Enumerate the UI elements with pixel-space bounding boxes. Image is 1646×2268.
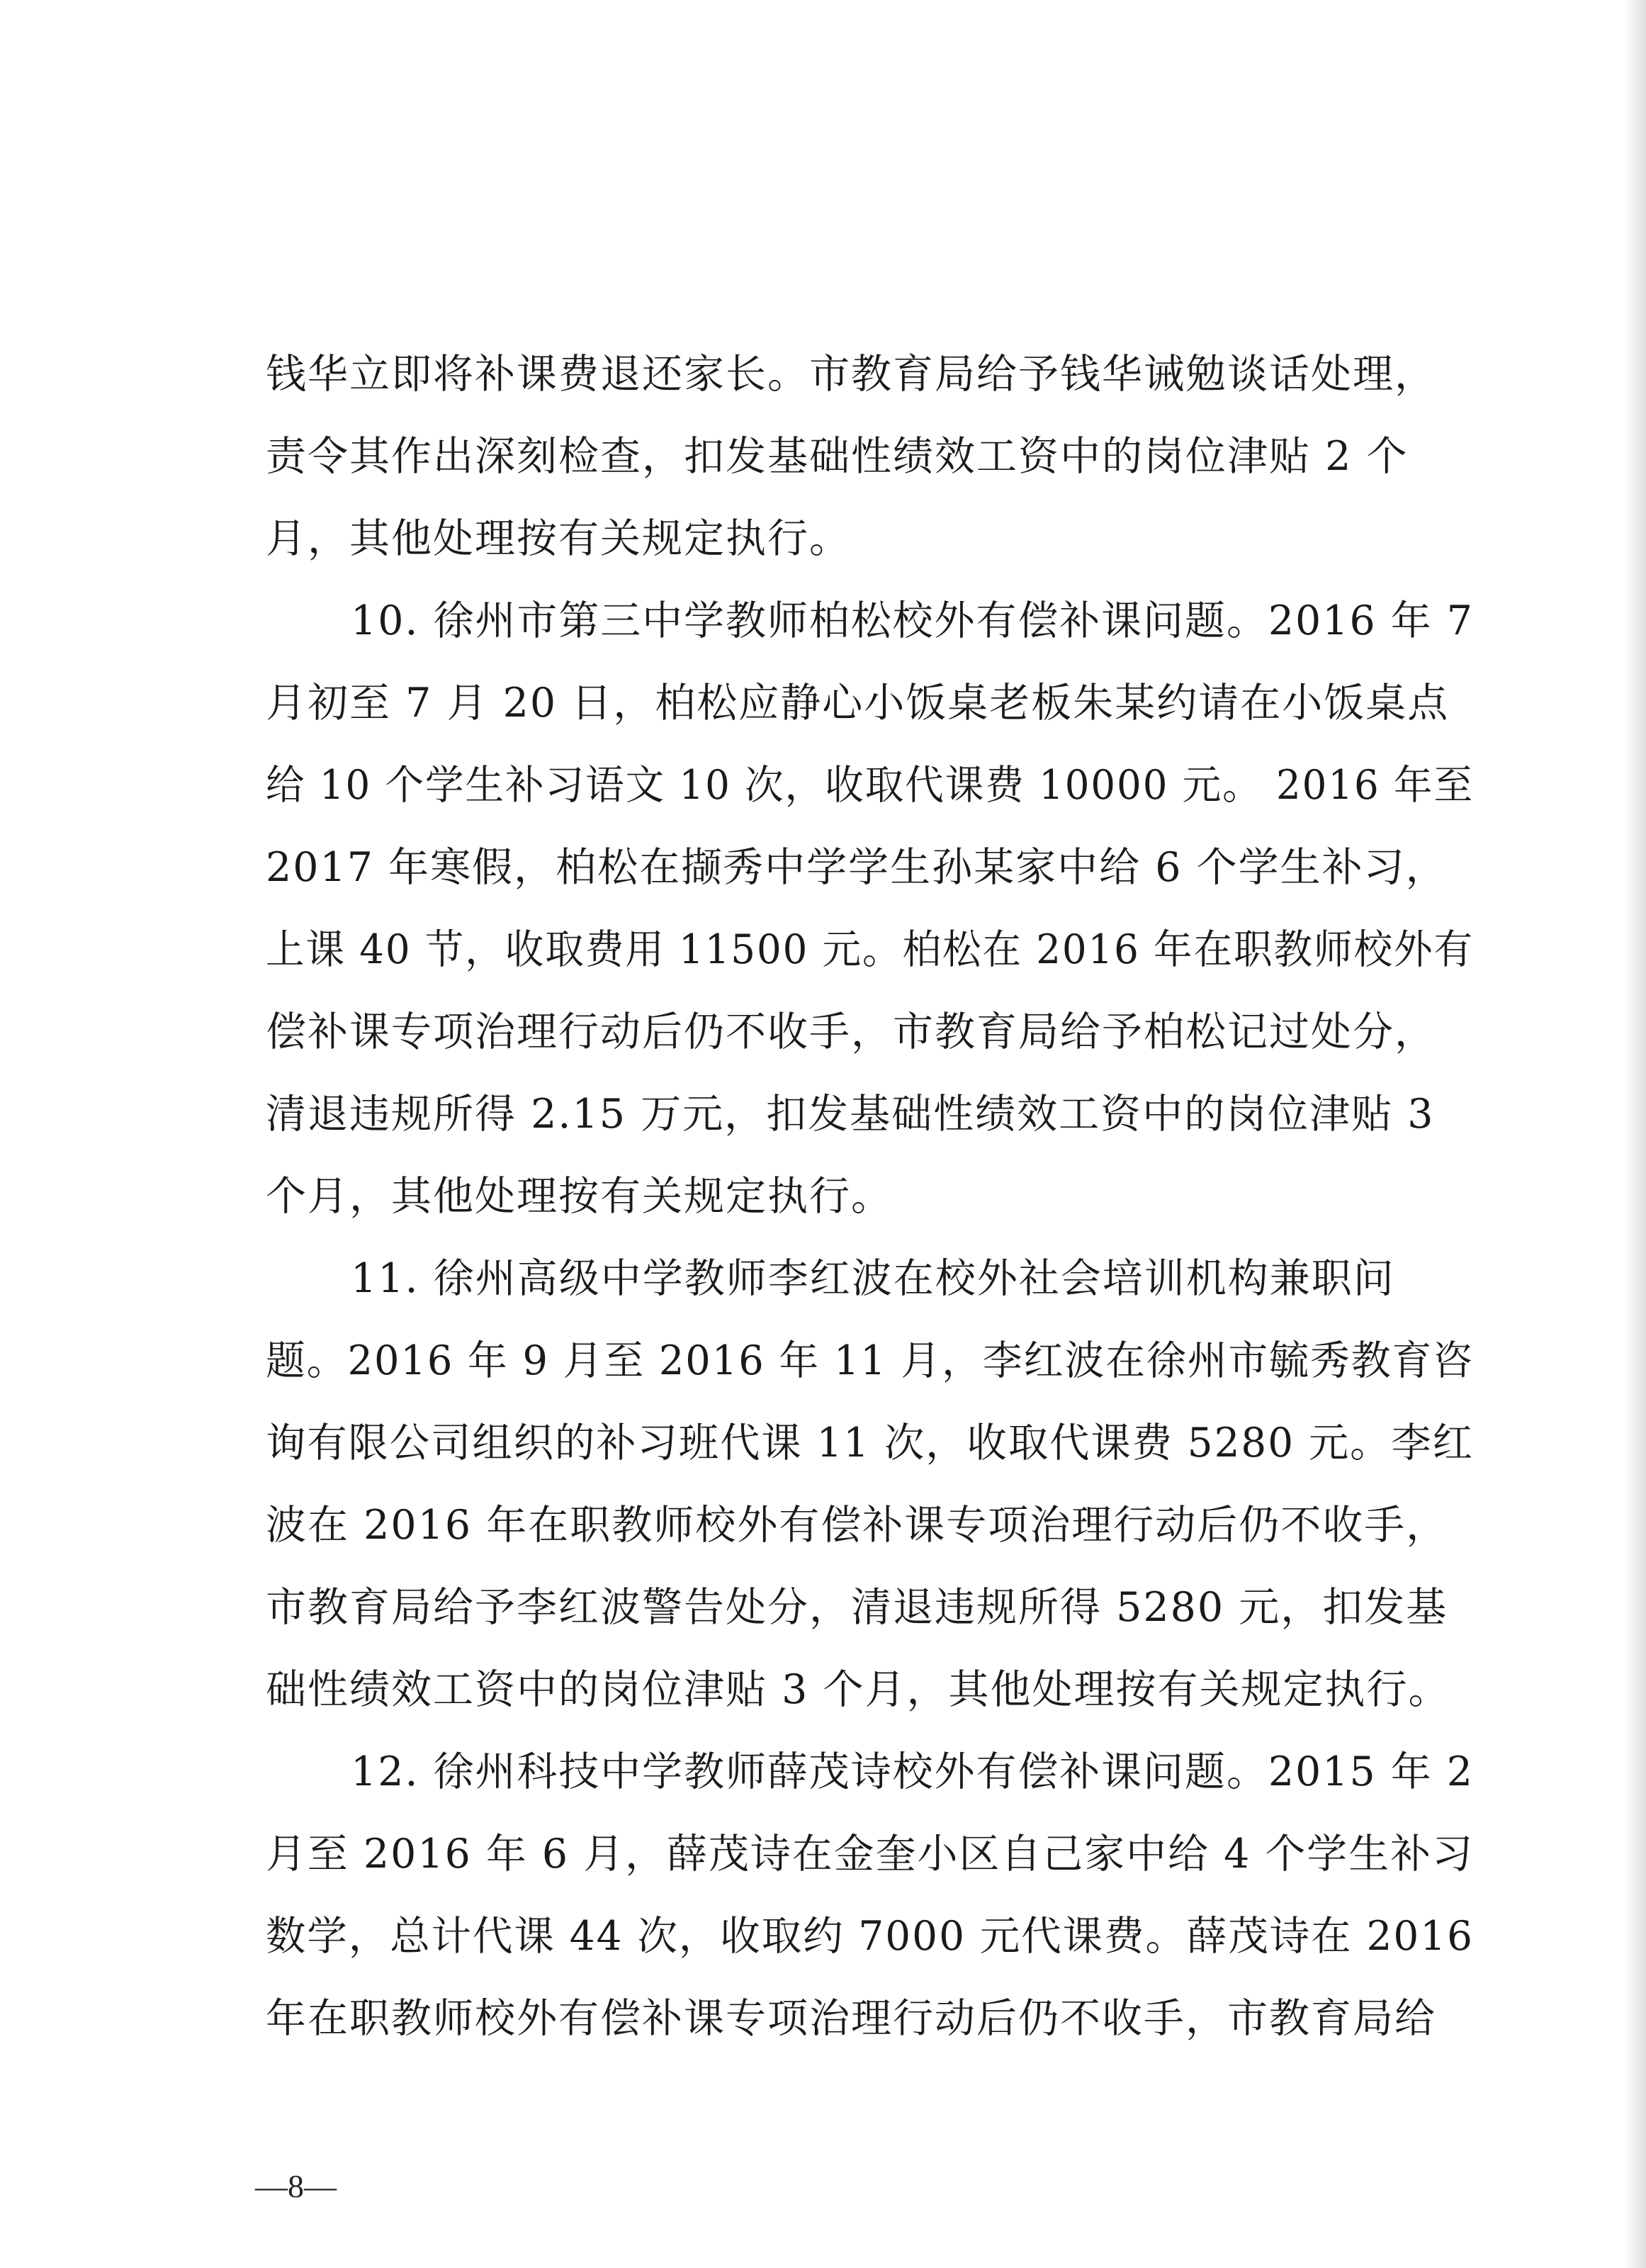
text-line: 题。2016 年 9 月至 2016 年 11 月，李红波在徐州市毓秀教育咨	[266, 1337, 1474, 1384]
text-line: 个月，其他处理按有关规定执行。	[266, 1173, 893, 1220]
text-line: 年在职教师校外有偿补课专项治理行动后仍不收手，市教育局给	[266, 1995, 1436, 2042]
text-line: 清退违规所得 2.15 万元，扣发基础性绩效工资中的岗位津贴 3	[266, 1091, 1435, 1138]
text-line: 钱华立即将补课费退还家长。市教育局给予钱华诫勉谈话处理，	[266, 351, 1436, 398]
text-line: 12. 徐州科技中学教师薛茂诗校外有偿补课问题。2015 年 2	[351, 1748, 1474, 1795]
text-line: 偿补课专项治理行动后仍不收手，市教育局给予柏松记过处分，	[266, 1009, 1436, 1055]
text-line: 市教育局给予李红波警告处分，清退违规所得 5280 元，扣发基	[266, 1584, 1448, 1631]
scan-page-edge	[1625, 0, 1646, 2268]
text-line: 波在 2016 年在职教师校外有偿补课专项治理行动后仍不收手，	[266, 1502, 1448, 1549]
text-line: 数学，总计代课 44 次，收取约 7000 元代课费。薛茂诗在 2016	[266, 1913, 1474, 1960]
text-line: 给 10 个学生补习语文 10 次，收取代课费 10000 元。 2016 年至	[266, 762, 1474, 809]
text-line: 11. 徐州高级中学教师李红波在校外社会培训机构兼职问	[351, 1255, 1395, 1302]
text-line: 询有限公司组织的补习班代课 11 次，收取代课费 5280 元。李红	[266, 1420, 1474, 1466]
text-line: 月，其他处理按有关规定执行。	[266, 515, 851, 562]
text-line: 责令其作出深刻检查，扣发基础性绩效工资中的岗位津贴 2 个	[266, 433, 1409, 480]
text-line: 础性绩效工资中的岗位津贴 3 个月，其他处理按有关规定执行。	[266, 1666, 1450, 1713]
page-number: —8—	[255, 2168, 337, 2204]
text-line: 10. 徐州市第三中学教师柏松校外有偿补课问题。2016 年 7	[351, 597, 1474, 644]
text-line: 上课 40 节，收取费用 11500 元。柏松在 2016 年在职教师校外有	[266, 926, 1474, 973]
text-line: 月至 2016 年 6 月，薛茂诗在金奎小区自己家中给 4 个学生补习	[266, 1831, 1474, 1877]
text-line: 月初至 7 月 20 日，柏松应静心小饭桌老板朱某约请在小饭桌点	[266, 680, 1450, 726]
text-line: 2017 年寒假，柏松在撷秀中学学生孙某家中给 6 个学生补习，	[266, 844, 1448, 891]
